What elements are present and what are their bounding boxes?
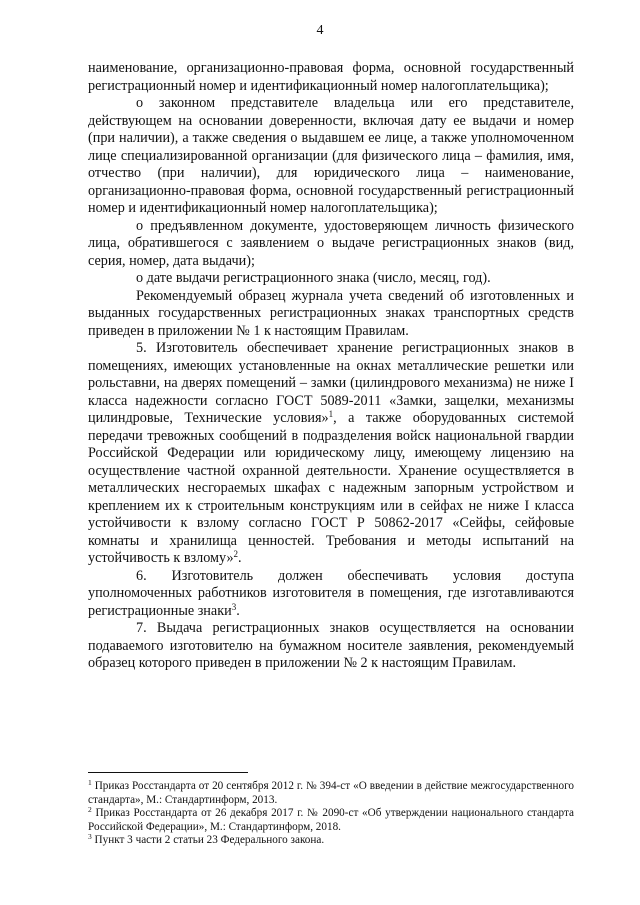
paragraph-item-7-issuance: 7. Выдача регистрационных знаков осуществляется на основании подаваемого изготовителю на бумажном носителе заявления, рекомендуемый образец которого приведен в приложении № 2 к настоящим Правилам. — [88, 620, 574, 671]
paragraph-issue-date: о дате выдачи регистрационного знака (число, месяц, год). — [136, 270, 491, 286]
footnote-separator — [88, 772, 248, 773]
main-text — [88, 60, 574, 673]
paragraph-owner-org-details: наименование, организационно-правовая форма, основной государственный регистрационный номер и идентификационный номер налогоплательщика); — [88, 60, 574, 94]
footnote-3: $^3$ Пункт 3 части 2 статьи 23 Федерального закона. — [88, 832, 325, 847]
footnotes — [88, 780, 574, 848]
footnote-2: $^2$ Приказ Росстандарта от 26 декабря 2017 г. № 2090-ст «Об утверждении национального стандарта Российской Федерации», М.: Стандартинформ, 2018. — [88, 805, 574, 833]
paragraph-journal-sample: Рекомендуемый образец журнала учета сведений об изготовленных и выданных государственных регистрационных знаках транспортных средств приведен в приложении № 1 к настоящим Правилам. — [88, 287, 574, 339]
footnote-ref-1: 1 — [328, 409, 334, 419]
footnote-1: $^1$ Приказ Росстандарта от 20 сентября 2012 г. № 394-ст «О введении в действие межгосударственного стандарта», М.: Стандартинформ, 2013. — [88, 778, 574, 806]
paragraph-legal-representative: о законном представителе владельца или его представителе, действующем на основании доверенности, включая дату ее выдачи и номер (при наличии), а также сведения о выдавшем ее лице, а также уполномоченном лице специализированной организации (для физического лица – фамилия, имя, отчество (при наличии), для юридического лица – наименование, организационно-правовая форма, основной государственный регистрационный номер и идентификационный номер налогоплательщика); — [88, 95, 574, 216]
footnote-ref-2: 2 — [233, 549, 239, 559]
paragraph-identity-document: о предъявленном документе, удостоверяющем личность физического лица, обратившегося с заявлением о выдаче регистрационных знаков (вид, серия, номер, дата выдачи); — [88, 217, 574, 269]
page-number: 4 — [316, 23, 324, 38]
paragraph-item-6-access: 6. Изготовитель должен обеспечивать условия доступа уполномоченных работников изготовителя в помещения, где изготавливаются регистрационные знаки$^3$. — [88, 567, 574, 619]
footnote-ref-3: 3 — [231, 601, 237, 612]
paragraph-item-5-storage: 5. Изготовитель обеспечивает хранение регистрационных знаков в помещениях, имеющих установленные на окнах металлические решетки или рольставни, на дверях помещений – замки (цилиндрового механизма) не ниже I класса надежности согласно ГОСТ 5089-2011 «Замки, защелки, механизмы цилиндровые, Технические условия»$^1$, а также оборудованных системой передачи тревожных сообщений в подразделения войск национальной гвардии Российской Федерации или юридическому лицу, имеющему лицензию на осуществление частной охранной деятельности. Хранение осуществляется в металлических несгораемых шкафах с надежным запорным устройством и креплением их к строительным конструкциям или в сейфах не ниже I класса устойчивости к взлому согласно ГОСТ Р 50862-2017 «Сейфы, сейфовые комнаты и хранилища ценностей. Требования и методы испытаний на устойчивость к взлому»$^2$. — [88, 340, 574, 566]
